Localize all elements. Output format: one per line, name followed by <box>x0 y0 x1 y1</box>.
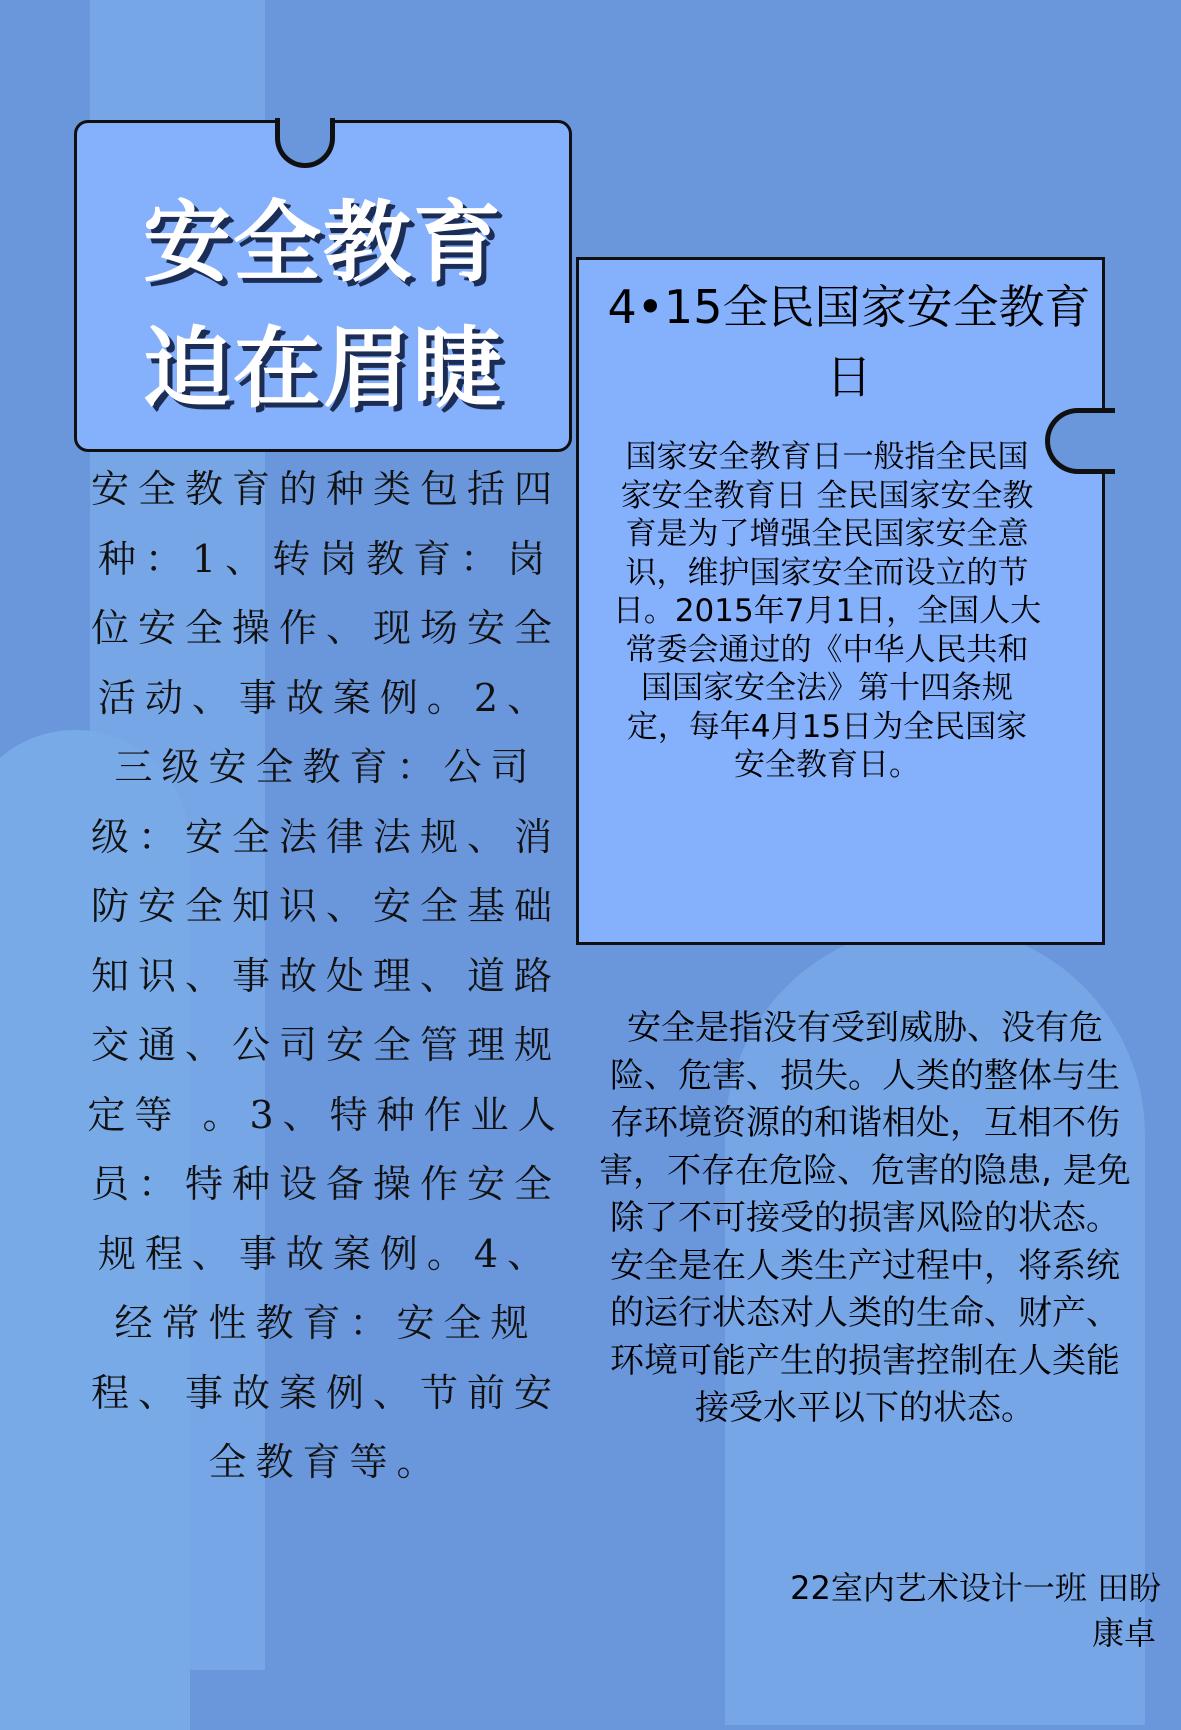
author-credit-line-2: 康卓 <box>1091 1614 1156 1652</box>
poster-title <box>74 180 572 432</box>
poster-title-line-2: 迫在眉睫 <box>142 317 503 420</box>
author-credit-line-1: 22室内艺术设计一班 田盼 <box>790 1569 1161 1607</box>
info-card-notch <box>1045 408 1115 474</box>
education-types-text: 安全教育的种类包括四种：1、转岗教育：岗位安全操作、现场安全活动、事故案例。2、三级安全教育：公司级：安全法律法规、消防安全知识、安全基础知识、事故处理、道路交通、公司安全管理规定等 。3、特种作业人员：特种设备操作安全规程、事故案例。4、经常性教育：安全规程、事故案例、节前安全教育等。 <box>87 467 565 1484</box>
safety-definition-text: 安全是指没有受到威胁、没有危险、危害、损失。人类的整体与生存环境资源的和谐相处，互相不伤害，不存在危险、危害的隐患, 是免除了不可接受的损害风险的状态。安全是在人类生产过程中，将系统的运行状态对人类的生命、财产、环境可能产生的损害控制在人类能接受水平以下的状态。 <box>599 1008 1131 1428</box>
info-body: 国家安全教育日一般指全民国家安全教育日 全民国家安全教育是为了增强全民国家安全意识，维护国家安全而设立的节日。2015年7月1日，全国人大常委会通过的《中华人民共和国国家安全法》第十四条规定，每年4月15日为全民国家安全教育日。 <box>612 439 1042 783</box>
poster-title-line-1: 安全教育 <box>142 191 503 294</box>
info-heading: 4•15全民国家安全教育日 <box>607 280 1091 404</box>
